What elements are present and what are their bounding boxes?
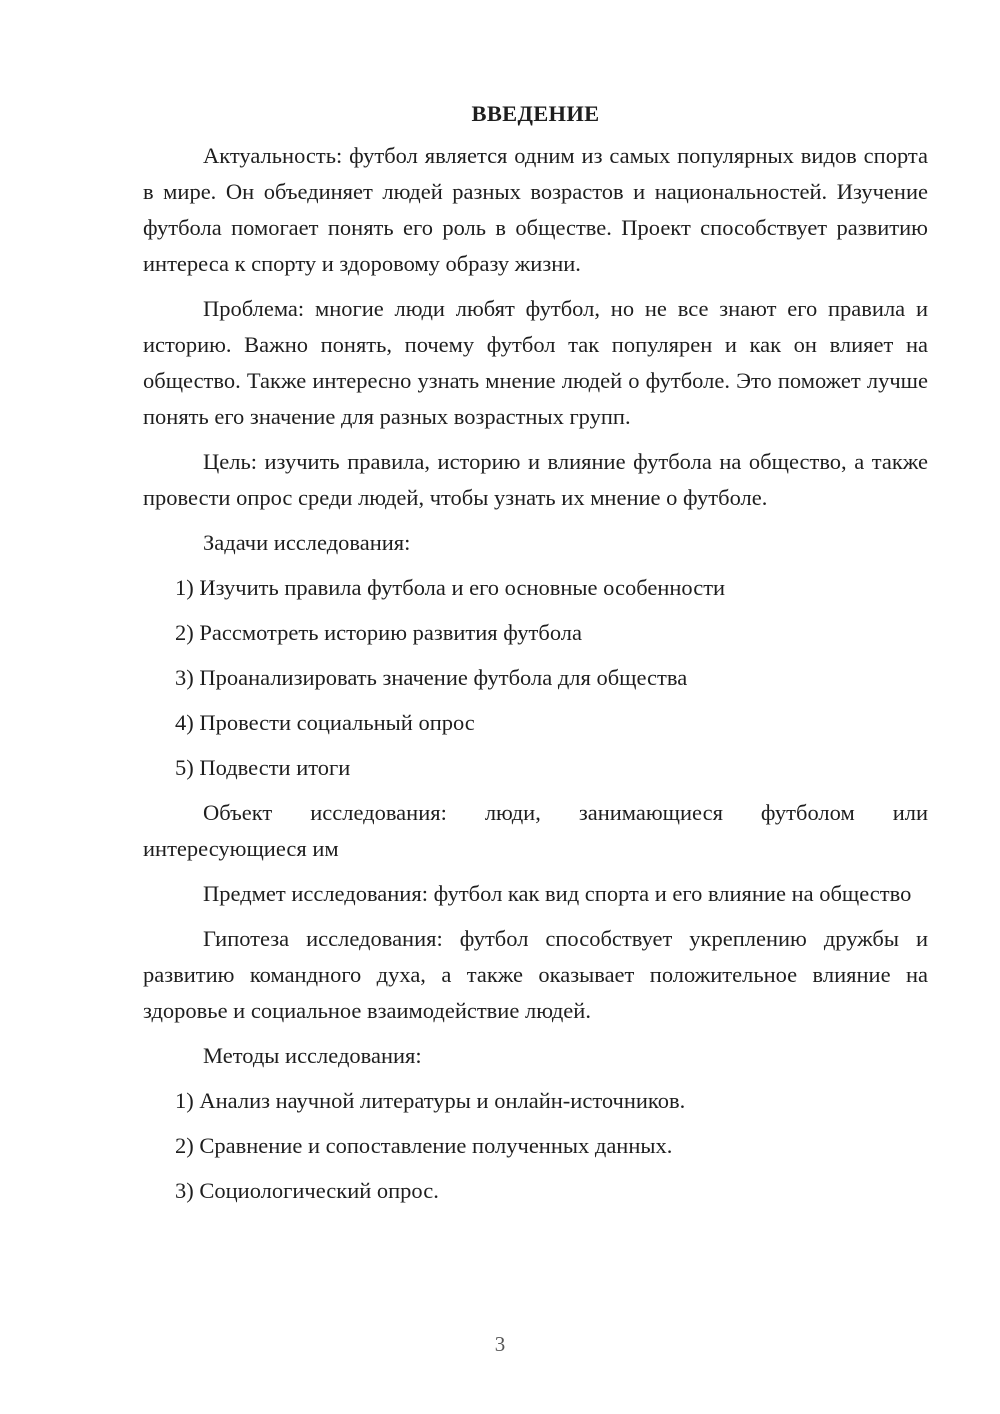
paragraph-problem: Проблема: многие люди любят футбол, но не все знают его правила и историю. Важно понять, почему футбол так популярен и как он влияет на общество. Также интересно узнать мнение людей о футболе. Это поможет лучше понять его значение для разных возрастных групп. — [143, 296, 928, 429]
task-item: 5) Подвести итоги — [175, 755, 351, 780]
task-item: 2) Рассмотреть историю развития футбола — [175, 620, 582, 645]
paragraph-hypothesis: Гипотеза исследования: футбол способствует укреплению дружбы и развитию командного духа, а также оказывает положительное влияние на здоровье и социальное взаимодействие людей. — [143, 926, 928, 1023]
tasks-heading: Задачи исследования: — [203, 530, 411, 555]
paragraph-subject: Предмет исследования: футбол как вид спорта и его влияние на общество — [203, 881, 912, 906]
paragraph-relevance: Актуальность: футбол является одним из самых популярных видов спорта в мире. Он объединяет людей разных возрастов и национальностей. Изучение футбола помогает понять его роль в обществе. Проект способствует развитию интереса к спорту и здоровому образу жизни. — [143, 143, 928, 276]
task-item: 4) Провести социальный опрос — [175, 710, 475, 735]
section-title: ВВЕДЕНИЕ — [471, 101, 600, 126]
method-item: 2) Сравнение и сопоставление полученных данных. — [175, 1133, 673, 1158]
task-item: 1) Изучить правила футбола и его основные особенности — [175, 575, 726, 600]
method-item: 3) Социологический опрос. — [175, 1178, 439, 1203]
paragraph-object: Объект исследования: люди, занимающиеся футболом или интересующиеся им — [143, 800, 928, 861]
page-number: 3 — [494, 1332, 506, 1356]
paragraph-goal: Цель: изучить правила, историю и влияние футбола на общество, а также провести опрос среди людей, чтобы узнать их мнение о футболе. — [143, 449, 928, 510]
method-item: 1) Анализ научной литературы и онлайн-источников. — [175, 1088, 686, 1113]
methods-heading: Методы исследования: — [203, 1043, 422, 1068]
document-page — [143, 96, 928, 1218]
task-item: 3) Проанализировать значение футбола для общества — [175, 665, 688, 690]
